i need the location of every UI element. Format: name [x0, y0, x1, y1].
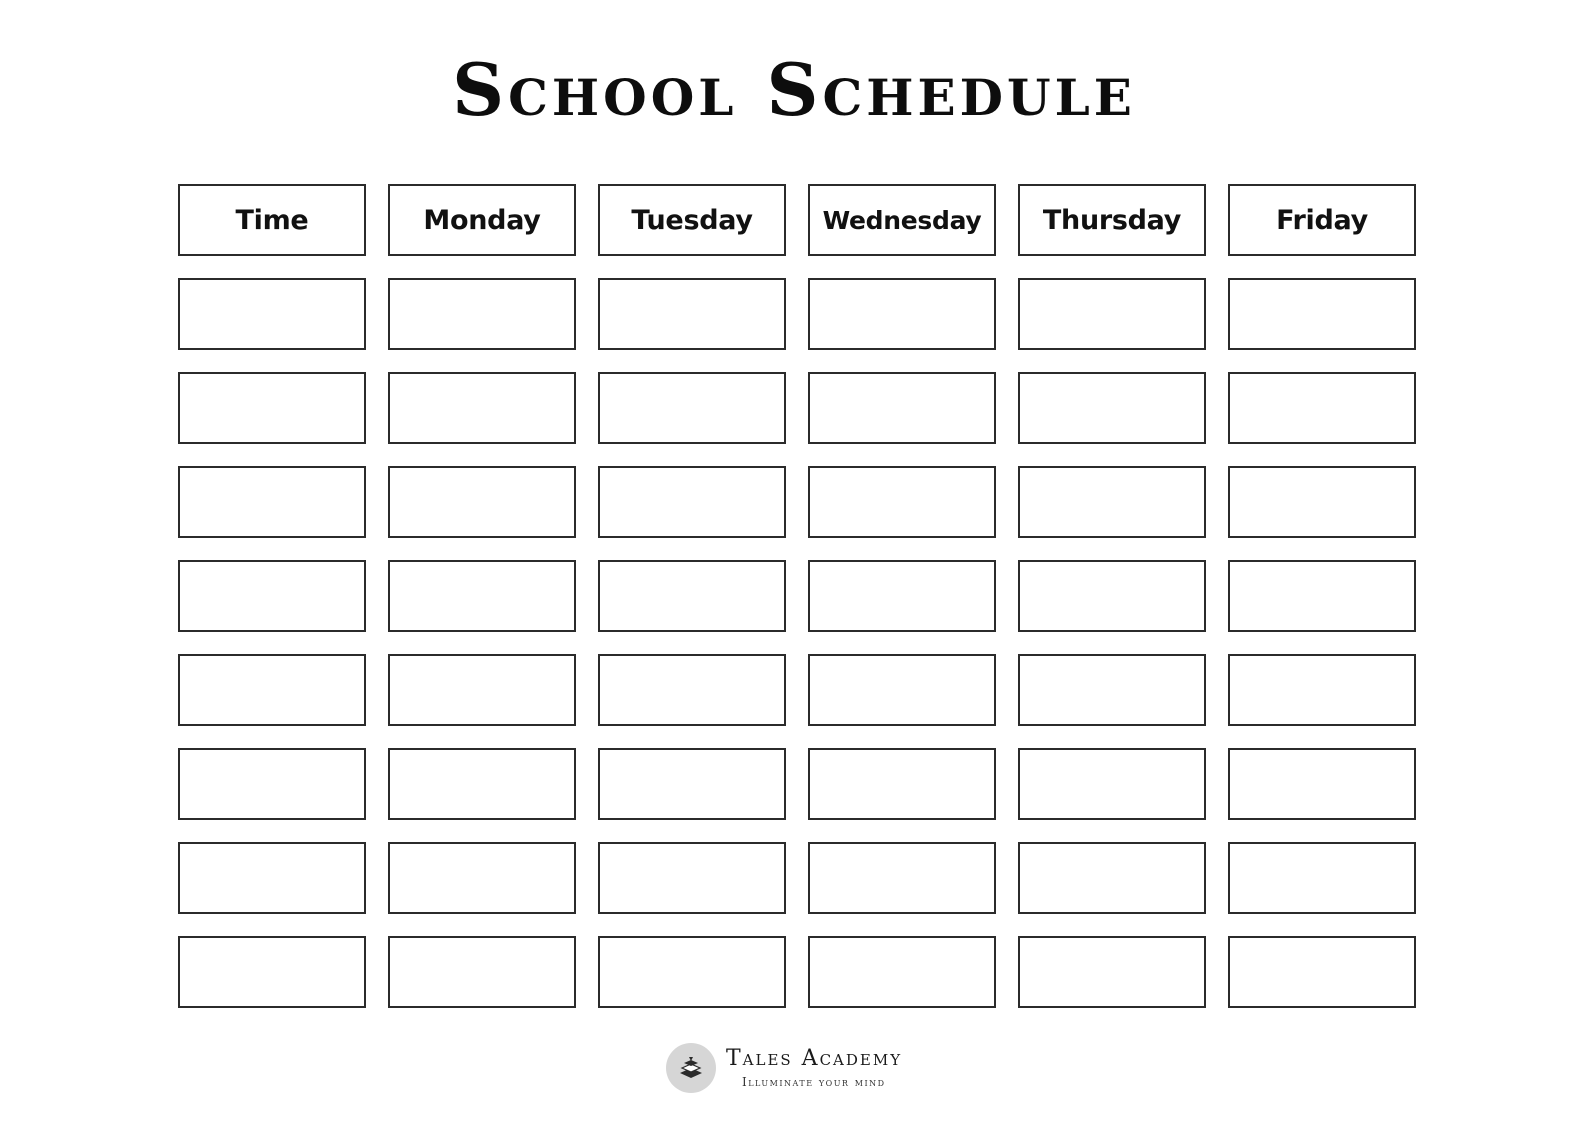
schedule-table — [178, 184, 1416, 1008]
header-cell-wednesday: Wednesday — [808, 184, 996, 256]
table-cell[interactable] — [388, 372, 576, 444]
table-cell[interactable] — [598, 654, 786, 726]
table-cell[interactable] — [1018, 936, 1206, 1008]
table-cell[interactable] — [1018, 842, 1206, 914]
table-cell[interactable] — [1228, 278, 1416, 350]
brand-tagline: Illuminate your mind — [742, 1075, 886, 1089]
book-stack-icon — [666, 1043, 716, 1093]
table-cell[interactable] — [178, 466, 366, 538]
table-cell[interactable] — [1018, 560, 1206, 632]
table-cell[interactable] — [1018, 654, 1206, 726]
table-cell[interactable] — [178, 936, 366, 1008]
table-cell[interactable] — [388, 654, 576, 726]
table-cell[interactable] — [388, 936, 576, 1008]
brand-text — [726, 1047, 902, 1089]
table-cell[interactable] — [598, 466, 786, 538]
table-cell[interactable] — [598, 748, 786, 820]
table-cell[interactable] — [598, 936, 786, 1008]
table-cell[interactable] — [178, 748, 366, 820]
header-cell-thursday: Thursday — [1018, 184, 1206, 256]
header-cell-friday: Friday — [1228, 184, 1416, 256]
table-cell[interactable] — [1018, 466, 1206, 538]
table-cell[interactable] — [1228, 748, 1416, 820]
table-cell[interactable] — [598, 842, 786, 914]
table-cell[interactable] — [598, 560, 786, 632]
table-cell[interactable] — [178, 372, 366, 444]
table-cell[interactable] — [388, 466, 576, 538]
table-cell[interactable] — [598, 278, 786, 350]
table-cell[interactable] — [1228, 654, 1416, 726]
table-cell[interactable] — [808, 560, 996, 632]
table-cell[interactable] — [808, 278, 996, 350]
header-cell-tuesday: Tuesday — [598, 184, 786, 256]
table-cell[interactable] — [1018, 372, 1206, 444]
table-cell[interactable] — [1018, 278, 1206, 350]
table-cell[interactable] — [808, 842, 996, 914]
table-cell[interactable] — [1228, 560, 1416, 632]
table-cell[interactable] — [808, 654, 996, 726]
table-cell[interactable] — [178, 842, 366, 914]
table-cell[interactable] — [808, 936, 996, 1008]
table-cell[interactable] — [1018, 748, 1206, 820]
table-cell[interactable] — [598, 372, 786, 444]
table-cell[interactable] — [1228, 936, 1416, 1008]
table-cell[interactable] — [388, 842, 576, 914]
table-cell[interactable] — [1228, 466, 1416, 538]
table-cell[interactable] — [178, 654, 366, 726]
table-cell[interactable] — [808, 748, 996, 820]
footer-brand — [666, 1040, 902, 1096]
header-cell-time: Time — [178, 184, 366, 256]
table-cell[interactable] — [178, 560, 366, 632]
table-cell[interactable] — [1228, 842, 1416, 914]
page-title: School Schedule — [452, 47, 1136, 132]
header-cell-monday: Monday — [388, 184, 576, 256]
table-cell[interactable] — [808, 372, 996, 444]
table-cell[interactable] — [1228, 372, 1416, 444]
table-cell[interactable] — [388, 560, 576, 632]
brand-name: Tales Academy — [726, 1046, 903, 1071]
table-cell[interactable] — [808, 466, 996, 538]
table-cell[interactable] — [388, 748, 576, 820]
table-cell[interactable] — [178, 278, 366, 350]
table-cell[interactable] — [388, 278, 576, 350]
